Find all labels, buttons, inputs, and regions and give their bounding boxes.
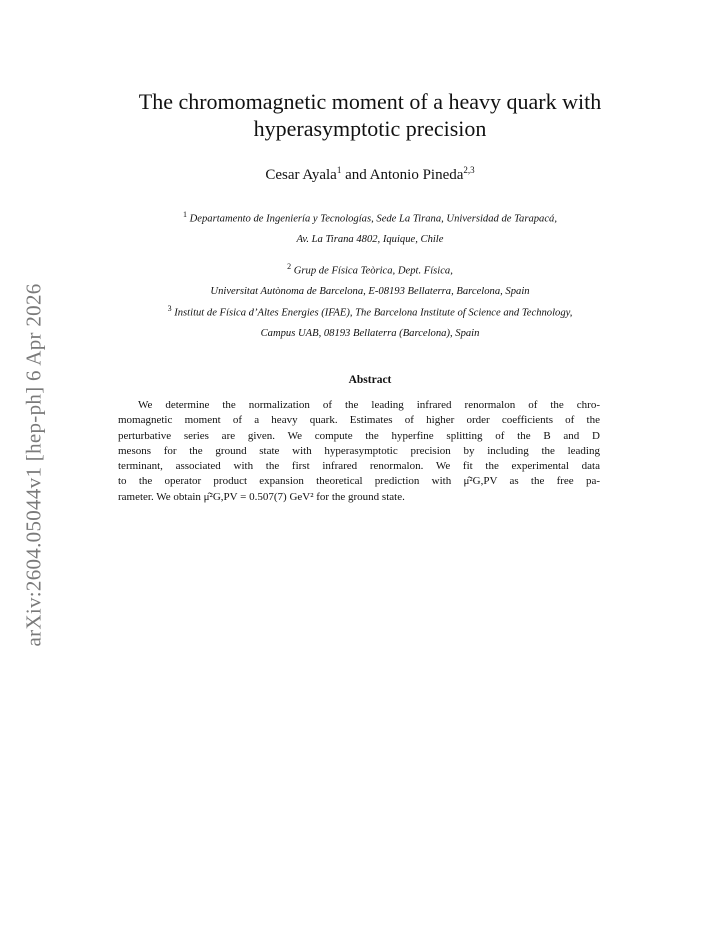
abstract-line: We determine the normalization of the leading infrared renormalon of the chro- (138, 399, 600, 411)
arxiv-identifier: arXiv:2604.05044v1 [hep-ph] 6 Apr 2026 (21, 283, 46, 647)
abstract-line: rameter. We obtain μ̂²G,PV = 0.507(7) GeV² for the ground state. (118, 490, 405, 503)
author-name: Cesar Ayala (265, 167, 337, 183)
affiliation-mark: 3 (167, 304, 172, 313)
affiliation-line (70, 205, 670, 230)
abstract-body (118, 398, 600, 505)
abstract-line: to the operator product expansion theoretical prediction with μ̂²G,PV as the free pa- (118, 475, 600, 488)
author-name: Antonio Pineda (369, 167, 464, 183)
affiliation-1 (70, 205, 670, 250)
affiliation-3 (60, 299, 680, 344)
affiliation-line: Universitat Autònoma de Barcelona, E-08193 Bellaterra, Barcelona, Spain (210, 285, 530, 297)
author-affiliation-mark: 1 (336, 165, 342, 175)
title-line-2: hyperasymptotic precision (253, 116, 487, 141)
paper-title (60, 88, 680, 142)
affiliation-text: Departamento de Ingeniería y Tecnologías, Sede La Tirana, Universidad de Tarapacá, (189, 213, 557, 225)
affiliation-2 (70, 257, 670, 302)
affiliation-mark: 2 (287, 262, 292, 271)
affiliation-line: Campus UAB, 08193 Bellaterra (Barcelona), Spain (260, 327, 480, 339)
abstract-line: perturbative series are given. We compute the hyperfine splitting of the B and D (118, 429, 600, 442)
author-affiliation-mark: 2,3 (463, 165, 475, 175)
abstract-line: terminant, associated with the first infrared renormalon. We fit the experimental data (118, 460, 600, 473)
affiliation-line (70, 257, 670, 282)
affiliation-line: Av. La Tirana 4802, Iquique, Chile (296, 233, 444, 245)
title-line-1: The chromomagnetic moment of a heavy quark with (138, 89, 602, 114)
affiliation-mark: 1 (183, 210, 187, 219)
affiliation-text: Grup de Física Teòrica, Dept. Física, (293, 265, 453, 277)
abstract-heading: Abstract (348, 374, 392, 386)
abstract-line: momagnetic moment of a heavy quark. Estimates of higher order coefficients of the (118, 414, 600, 427)
abstract-line: mesons for the ground state with hyperasymptotic precision by including the leading (118, 444, 600, 457)
affiliation-line (60, 299, 680, 324)
author-list (60, 165, 680, 184)
affiliation-text: Institut de Física d’Altes Energies (IFAE), The Barcelona Institute of Science and Technology, (174, 307, 573, 319)
author-conjunction: and (341, 167, 370, 183)
